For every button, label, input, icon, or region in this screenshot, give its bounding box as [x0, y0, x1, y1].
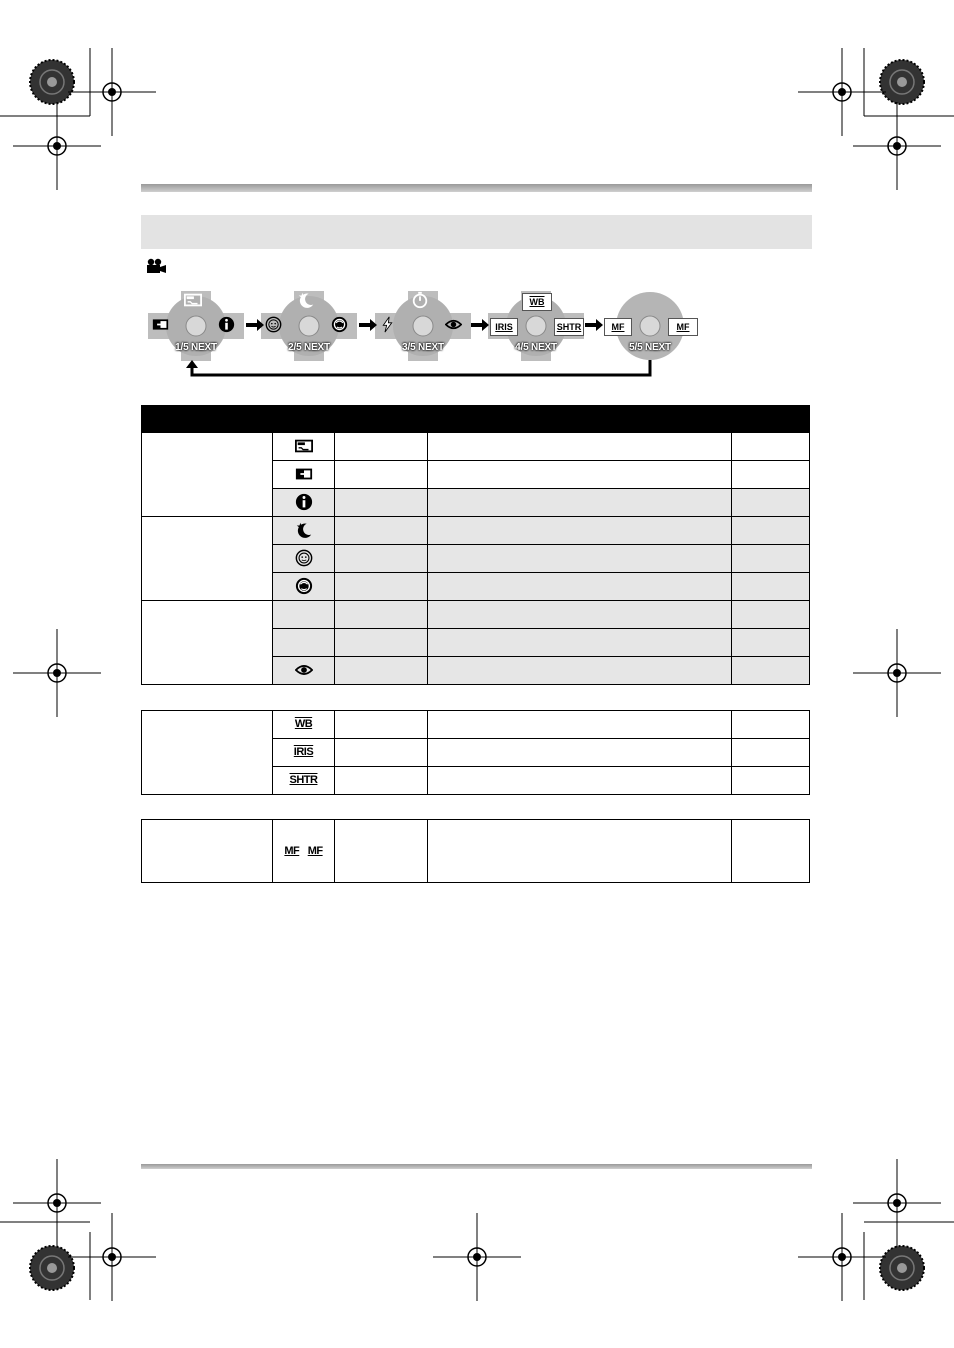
arrow-right-icon	[470, 318, 490, 332]
red-eye-icon	[445, 316, 467, 336]
table-row	[142, 433, 810, 461]
mf-minus-icon: MF	[284, 844, 300, 857]
icon-dial-3	[375, 291, 471, 361]
arrow-right-icon	[245, 318, 265, 332]
table-row	[142, 711, 810, 739]
night-icon	[297, 291, 315, 309]
flash-icon	[379, 316, 396, 333]
icon-cell	[273, 545, 335, 573]
dial-page-label: 5/5 NEXT	[629, 342, 671, 353]
icon-cell	[273, 711, 335, 739]
backlight-icon	[152, 316, 174, 336]
icon-cell	[273, 629, 335, 657]
icon-dial-4	[488, 291, 584, 361]
icon-cell	[273, 767, 335, 795]
night-icon	[297, 291, 321, 311]
icon-cell	[273, 573, 335, 601]
info-icon	[218, 316, 240, 336]
dial-page-label: 3/5 NEXT	[402, 342, 444, 353]
self-timer-icon	[411, 291, 429, 309]
table-row	[142, 517, 810, 545]
group-cell	[142, 433, 273, 517]
icon-cell	[273, 739, 335, 767]
table-row	[142, 820, 810, 883]
dial-page-label: 2/5 NEXT	[288, 342, 330, 353]
group-cell	[142, 711, 273, 795]
icon-dial-1	[148, 291, 244, 361]
scene-icon	[184, 291, 202, 309]
backlight-icon	[295, 465, 313, 483]
shutter-icon: SHTR	[289, 774, 318, 787]
scene-icon	[184, 291, 208, 311]
arrow-right-icon	[584, 318, 604, 332]
manual-adjust-table	[141, 710, 810, 795]
iris-icon: IRIS	[293, 746, 314, 759]
table-row	[142, 601, 810, 629]
red-eye-icon	[445, 316, 462, 333]
icon-cell	[273, 433, 335, 461]
info-icon	[218, 316, 235, 333]
soft-skin-icon	[331, 316, 348, 333]
dial-page-label: 4/5 NEXT	[515, 342, 557, 353]
scene-icon	[295, 437, 313, 455]
section-title-band	[141, 215, 812, 249]
icon-cell	[273, 657, 335, 685]
info-icon	[295, 493, 313, 511]
red-eye-icon	[295, 661, 313, 679]
dial-page-label: 1/5 NEXT	[175, 342, 217, 353]
wb-icon: WB	[294, 718, 313, 731]
face-icon	[265, 316, 287, 336]
manual-focus-table	[141, 819, 810, 883]
face-icon	[295, 549, 313, 567]
flash-icon	[379, 316, 401, 336]
backlight-icon	[152, 316, 169, 333]
self-timer-icon	[411, 291, 435, 311]
icon-cell	[273, 489, 335, 517]
mf-minus-icon: MF	[604, 318, 632, 336]
icon-cell	[273, 461, 335, 489]
mf-plus-icon: MF	[307, 844, 323, 857]
arrow-right-icon	[358, 318, 378, 332]
night-icon	[295, 521, 313, 539]
icon-cell	[273, 601, 335, 629]
shutter-icon: SHTR	[554, 318, 584, 336]
footer-rule	[141, 1164, 812, 1169]
return-loop-arrow-icon	[185, 360, 655, 380]
mf-icons-cell	[273, 820, 335, 883]
wb-icon: WB	[522, 293, 552, 311]
icon-cell	[273, 517, 335, 545]
iris-icon: IRIS	[490, 318, 518, 336]
soft-skin-icon	[295, 577, 313, 595]
group-cell	[142, 601, 273, 685]
soft-skin-icon	[331, 316, 353, 336]
table-header-row	[142, 406, 810, 433]
face-icon	[265, 316, 282, 333]
operation-icons-table	[141, 405, 810, 685]
mf-plus-icon: MF	[668, 318, 698, 336]
header-rule	[141, 184, 812, 192]
motion-picture-mode-icon	[145, 258, 167, 274]
group-cell	[142, 517, 273, 601]
icon-dial-5	[602, 291, 698, 361]
icon-dial-2	[261, 291, 357, 361]
